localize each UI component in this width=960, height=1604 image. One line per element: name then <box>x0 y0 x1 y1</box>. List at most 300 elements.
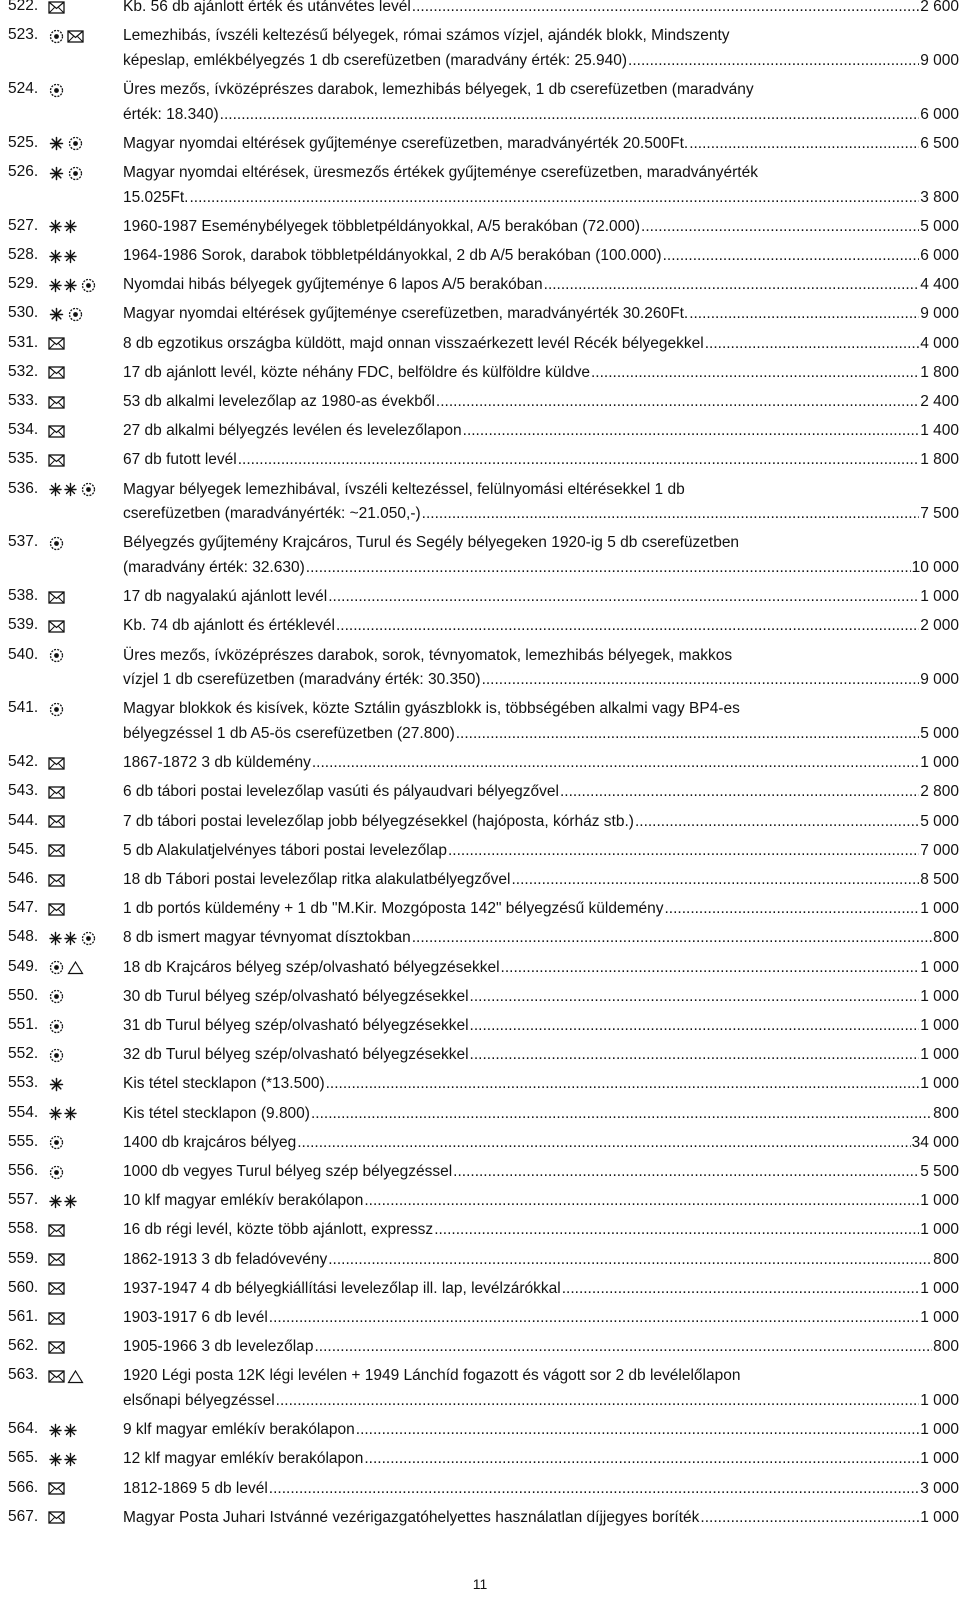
lot-icons <box>48 248 78 264</box>
lot-price: 7 000 <box>920 841 959 859</box>
envelope-icon <box>48 590 65 605</box>
lot-price: 1 000 <box>920 1017 959 1034</box>
lot-description <box>123 161 959 210</box>
lot-price: 5 000 <box>920 724 959 742</box>
description-leader-line <box>123 1418 959 1443</box>
lot-number: 538. <box>8 587 39 605</box>
description-line: Magyar nyomdai eltérések, üresmezős értékek gyűjteménye cserefüzetben, maradványérték <box>123 164 758 181</box>
description-leader-line <box>123 302 959 327</box>
description-leader-line <box>123 1248 959 1273</box>
lot-icons <box>48 423 65 439</box>
dot-leader <box>448 839 919 864</box>
description-leader-line <box>123 103 959 128</box>
envelope-icon <box>48 619 65 634</box>
mnh-stars-icon <box>48 931 78 946</box>
dot-leader <box>470 985 920 1010</box>
postmark-icon <box>48 960 65 975</box>
lot-price: 4 400 <box>920 276 959 294</box>
page-number: 11 <box>472 1576 488 1592</box>
description-text: 17 db ajánlott levél, közte néhány FDC, belföldre és külföldre küldve <box>123 363 590 381</box>
lot-price: 800 <box>933 1104 959 1122</box>
lot-icons <box>48 930 97 946</box>
dot-leader <box>453 1160 919 1185</box>
lot-number: 543. <box>8 782 39 800</box>
dot-leader <box>591 361 919 386</box>
envelope-icon <box>67 29 84 44</box>
lot-price: 1 000 <box>920 1046 959 1064</box>
postmark-icon <box>48 1019 65 1034</box>
lot-description <box>123 1248 959 1273</box>
lot-price: 1 000 <box>920 754 959 772</box>
description-leader-line <box>123 722 959 747</box>
lot-number: 548. <box>8 928 39 946</box>
lot-number: 547. <box>8 899 39 917</box>
lot-description <box>123 24 959 73</box>
lot-icons <box>48 394 65 410</box>
lot-icons <box>48 1422 78 1438</box>
lot-number: 546. <box>8 870 39 887</box>
lot-price: 1 800 <box>920 363 959 381</box>
dot-leader <box>190 186 920 211</box>
lot-price: 10 000 <box>911 558 959 576</box>
lot-price: 1 000 <box>920 900 959 918</box>
dot-leader <box>511 868 919 893</box>
postmark-icon <box>48 83 65 98</box>
lot-number: 531. <box>8 333 39 351</box>
postmark-icon <box>48 1048 65 1063</box>
description-text: 16 db régi levél, közte több ajánlott, expressz <box>123 1221 434 1239</box>
description-leader-line <box>123 1335 959 1360</box>
lot-description <box>123 1043 959 1068</box>
description-leader-line <box>123 1189 959 1214</box>
description-text: 1937-1947 4 db bélyegkiállítási levelezőlap ill. lap, levélzárókkal <box>123 1279 561 1297</box>
lot-description <box>123 1131 959 1156</box>
description-leader-line <box>123 751 959 776</box>
description-leader-line <box>123 1277 959 1302</box>
dot-leader <box>314 1335 932 1360</box>
lot-description <box>123 1277 959 1302</box>
dot-leader <box>689 302 919 327</box>
lot-price: 1 000 <box>920 1391 959 1409</box>
lot-number: 544. <box>8 811 39 829</box>
description-leader-line <box>123 956 959 981</box>
envelope-icon <box>48 1311 65 1326</box>
dot-leader <box>436 390 919 415</box>
lot-price: 1 400 <box>920 422 959 440</box>
lot-description <box>123 302 959 327</box>
lot-description <box>123 839 959 864</box>
lot-icons <box>48 482 97 498</box>
description-line: Magyar blokkok és kisívek, közte Sztálin gyászblokk is, többségében alkalmi vagy BP4-es <box>123 700 740 718</box>
lot-description <box>123 332 959 357</box>
description-text: 1000 db vegyes Turul bélyeg szép bélyegzéssel <box>123 1163 453 1180</box>
lot-number: 557. <box>8 1191 39 1209</box>
mint-star-icon <box>48 1077 65 1092</box>
lot-price: 8 500 <box>920 871 959 888</box>
description-text: 9 klf magyar emlékív berakólapon <box>123 1421 355 1439</box>
dot-leader <box>663 244 920 269</box>
description-leader-line <box>123 215 959 240</box>
envelope-icon <box>48 1281 65 1296</box>
description-text: 15.025Ft. <box>123 188 189 206</box>
mint-star-icon <box>48 166 65 181</box>
lot-description <box>123 810 959 835</box>
lot-number: 527. <box>8 216 39 234</box>
description-text: Kb. 56 db ajánlott érték és utánvétes levél <box>123 0 411 15</box>
lot-number: 532. <box>8 362 39 380</box>
lot-number: 523. <box>8 26 39 44</box>
lot-icons <box>48 1281 65 1297</box>
lot-description <box>123 1506 959 1531</box>
lot-number: 566. <box>8 1478 39 1496</box>
dot-leader <box>664 897 919 922</box>
description-text: 1905-1966 3 db levelezőlap <box>123 1338 314 1356</box>
dot-leader <box>689 132 919 157</box>
lot-icons <box>48 1222 65 1238</box>
lot-icons <box>48 165 84 181</box>
lot-number: 567. <box>8 1507 39 1525</box>
description-leader-line <box>123 1014 959 1039</box>
lot-number: 561. <box>8 1308 39 1325</box>
lot-description <box>123 419 959 444</box>
dot-leader <box>412 0 919 20</box>
lot-description <box>123 751 959 776</box>
envelope-icon <box>48 902 65 917</box>
description-text: 53 db alkalmi levelezőlap az 1980-as évekből <box>123 393 435 410</box>
postmark-icon <box>67 136 84 151</box>
lot-number: 545. <box>8 840 39 858</box>
envelope-icon <box>48 814 65 829</box>
mint-star-icon <box>48 307 65 322</box>
description-text: 1964-1986 Sorok, darabok többletpéldányokkal, 2 db A/5 berakóban (100.000) <box>123 247 662 264</box>
lot-icons <box>48 1481 65 1497</box>
mnh-stars-icon <box>48 1194 78 1209</box>
lot-icons <box>48 365 65 381</box>
description-text: érték: 18.340) <box>123 105 219 123</box>
lot-icons <box>48 1047 65 1063</box>
lot-number: 535. <box>8 450 39 468</box>
lot-number: 553. <box>8 1074 39 1092</box>
description-leader-line <box>123 1306 959 1331</box>
dot-leader <box>328 585 919 610</box>
lot-description <box>123 273 959 298</box>
description-line: Bélyegzés gyűjtemény Krajcáros, Turul és Segély bélyegeken 1920-ig 5 db cserefüzetben <box>123 534 740 552</box>
dot-leader <box>336 614 919 639</box>
description-text: 67 db futott levél <box>123 451 237 469</box>
lot-description <box>123 390 959 415</box>
lot-description <box>123 1189 959 1214</box>
lot-price: 1 000 <box>920 1309 959 1326</box>
lot-number: 554. <box>8 1103 39 1121</box>
envelope-icon <box>48 395 65 410</box>
mnh-stars-icon <box>48 219 78 234</box>
lot-icons <box>48 219 78 235</box>
dot-leader <box>364 1447 919 1472</box>
description-text: bélyegzéssel 1 db A5-ös cserefüzetben (27.800) <box>123 724 455 742</box>
description-leader-line <box>123 448 959 473</box>
lot-price: 7 500 <box>920 505 959 523</box>
description-leader-line <box>123 926 959 951</box>
description-leader-line <box>123 502 959 527</box>
lot-number: 524. <box>8 80 39 97</box>
description-text: Magyar nyomdai eltérések gyűjteménye cserefüzetben, maradványérték 30.260Ft. <box>123 305 689 323</box>
lot-icons <box>48 701 65 717</box>
postmark-icon <box>48 29 65 44</box>
dot-leader <box>470 1014 920 1039</box>
lot-number: 540. <box>8 645 39 663</box>
lot-icons <box>48 843 65 859</box>
postmark-icon <box>48 1165 65 1180</box>
dot-leader <box>412 926 932 951</box>
lot-number: 537. <box>8 533 39 551</box>
description-leader-line <box>123 810 959 835</box>
description-text: vízjel 1 db cserefüzetben (maradvány érték: 30.350) <box>123 671 481 689</box>
triangle-icon <box>67 960 84 975</box>
lot-description <box>123 1102 959 1127</box>
description-leader-line <box>123 668 959 693</box>
envelope-icon <box>48 1223 65 1238</box>
lot-description <box>123 244 959 269</box>
description-leader-line <box>123 1506 959 1531</box>
description-text: 31 db Turul bélyeg szép/olvasható bélyegzésekkel <box>123 1017 469 1034</box>
envelope-icon <box>48 1369 65 1384</box>
postmark-icon <box>80 278 97 293</box>
lot-icons <box>48 784 65 800</box>
lot-price: 800 <box>933 929 959 947</box>
lot-price: 800 <box>933 1338 959 1356</box>
lot-number: 552. <box>8 1045 39 1063</box>
lot-icons <box>48 1368 84 1384</box>
lot-description <box>123 868 959 893</box>
lot-description <box>123 697 959 746</box>
envelope-icon <box>48 1252 65 1267</box>
dot-leader <box>269 1306 919 1331</box>
envelope-icon <box>48 843 65 858</box>
description-leader-line <box>123 49 959 74</box>
description-text: 7 db tábori postai levelezőlap jobb bélyegzésekkel (hajóposta, kórház stb.) <box>123 812 634 830</box>
lot-icons <box>48 618 65 634</box>
lot-number: 522. <box>8 0 39 14</box>
lot-price: 6 500 <box>920 134 959 152</box>
description-line: 1920 Légi posta 12K légi levélen + 1949 Lánchíd fogazott és vágott sor 2 db levélelőlapon <box>123 1367 741 1385</box>
mnh-stars-icon <box>48 482 78 497</box>
description-leader-line <box>123 0 959 20</box>
lot-description <box>123 780 959 805</box>
dot-leader <box>562 1277 919 1302</box>
lot-icons <box>48 452 65 468</box>
lot-icons <box>48 960 84 976</box>
description-leader-line <box>123 1477 959 1502</box>
lot-price: 1 000 <box>920 588 959 606</box>
lot-description <box>123 1072 959 1097</box>
dot-leader <box>635 810 919 835</box>
lot-icons <box>48 755 65 771</box>
mnh-stars-icon <box>48 249 78 264</box>
lot-price: 2 000 <box>920 617 959 635</box>
postmark-icon <box>48 1135 65 1150</box>
lot-description <box>123 361 959 386</box>
lot-description <box>123 985 959 1010</box>
description-line: Üres mezős, ívközéprészes darabok, sorok, tévnyomatok, lemezhibás bélyegek, makkos <box>123 646 733 664</box>
lot-description <box>123 585 959 610</box>
lot-icons <box>48 1339 65 1355</box>
description-text: 6 db tábori postai levelezőlap vasúti és pályaudvari bélyegzővel <box>123 783 559 801</box>
lot-price: 3 800 <box>920 188 959 206</box>
lot-number: 525. <box>8 133 39 151</box>
lot-price: 1 000 <box>920 958 959 976</box>
lot-number: 549. <box>8 957 39 975</box>
lot-price: 1 000 <box>920 987 959 1005</box>
lot-description <box>123 478 959 527</box>
envelope-icon <box>48 336 65 351</box>
dot-leader <box>297 1131 910 1156</box>
lot-icons <box>48 277 97 293</box>
lot-number: 529. <box>8 275 39 293</box>
lot-price: 1 000 <box>920 1075 959 1093</box>
lot-icons <box>48 1106 78 1122</box>
lot-description <box>123 1160 959 1185</box>
dot-leader <box>434 1218 919 1243</box>
dot-leader <box>456 722 919 747</box>
postmark-icon <box>48 989 65 1004</box>
mint-star-icon <box>48 136 65 151</box>
lot-icons <box>48 1193 78 1209</box>
lot-icons <box>48 1451 78 1467</box>
lot-number: 558. <box>8 1220 39 1238</box>
description-text: 18 db Krajcáros bélyeg szép/olvasható bélyegzésekkel <box>123 958 500 976</box>
lot-number: 559. <box>8 1249 39 1267</box>
dot-leader <box>326 1072 920 1097</box>
lot-price: 5 500 <box>920 1163 959 1180</box>
lot-description <box>123 926 959 951</box>
lot-number: 533. <box>8 392 39 409</box>
lot-icons <box>48 872 65 888</box>
dot-leader <box>463 419 920 444</box>
description-text: 30 db Turul bélyeg szép/olvasható bélyegzésekkel <box>123 987 469 1005</box>
lot-description <box>123 132 959 157</box>
lot-price: 1 000 <box>920 1221 959 1239</box>
lot-number: 565. <box>8 1449 39 1467</box>
envelope-icon <box>48 873 65 888</box>
description-leader-line <box>123 132 959 157</box>
description-leader-line <box>123 244 959 269</box>
lot-price: 1 000 <box>920 1279 959 1297</box>
description-text: 18 db Tábori postai levelezőlap ritka alakulatbélyegzővel <box>123 871 511 888</box>
lot-description <box>123 1218 959 1243</box>
description-leader-line <box>123 1131 959 1156</box>
lot-price: 1 000 <box>920 1192 959 1210</box>
lot-number: 534. <box>8 421 39 439</box>
lot-number: 555. <box>8 1132 39 1150</box>
lot-icons <box>48 648 65 664</box>
description-text: 1 db portós küldemény + 1 db "M.Kir. Mozgóposta 142" bélyegzésű küldemény <box>123 900 664 918</box>
description-leader-line <box>123 780 959 805</box>
lot-price: 1 000 <box>920 1508 959 1526</box>
lot-price: 6 000 <box>920 247 959 264</box>
lot-icons <box>48 0 65 15</box>
lot-description <box>123 1364 959 1413</box>
dot-leader <box>269 1477 919 1502</box>
lot-number: 550. <box>8 986 39 1004</box>
lot-price: 6 000 <box>920 105 959 123</box>
description-leader-line <box>123 1102 959 1127</box>
description-text: 1812-1869 5 db levél <box>123 1479 268 1497</box>
lot-price: 9 000 <box>920 305 959 323</box>
envelope-icon <box>48 1510 65 1525</box>
lot-description <box>123 448 959 473</box>
dot-leader <box>482 668 920 693</box>
lot-icons <box>48 82 65 98</box>
dot-leader <box>700 1506 919 1531</box>
lot-price: 1 000 <box>920 1450 959 1468</box>
lot-number: 528. <box>8 246 39 263</box>
dot-leader <box>364 1189 919 1214</box>
lot-icons <box>48 336 65 352</box>
dot-leader <box>312 751 919 776</box>
lot-number: 526. <box>8 163 39 180</box>
description-text: Kis tétel stecklapon (*13.500) <box>123 1075 325 1093</box>
lot-icons <box>48 989 65 1005</box>
postmark-icon <box>48 702 65 717</box>
postmark-icon <box>48 648 65 663</box>
lot-icons <box>48 814 65 830</box>
envelope-icon <box>48 1340 65 1355</box>
description-leader-line <box>123 390 959 415</box>
lot-description <box>123 644 959 693</box>
lot-price: 9 000 <box>920 51 959 69</box>
dot-leader <box>220 103 920 128</box>
lot-number: 530. <box>8 304 39 322</box>
mnh-stars-icon <box>48 1106 78 1121</box>
lot-number: 539. <box>8 616 39 634</box>
lot-description <box>123 897 959 922</box>
dot-leader <box>560 780 919 805</box>
lot-price: 2 800 <box>920 783 959 801</box>
envelope-icon <box>48 1481 65 1496</box>
lot-number: 560. <box>8 1278 39 1296</box>
lot-description <box>123 215 959 240</box>
lot-number: 542. <box>8 753 39 771</box>
description-leader-line <box>123 868 959 893</box>
description-leader-line <box>123 1072 959 1097</box>
description-text: Kb. 74 db ajánlott és értéklevél <box>123 617 335 635</box>
dot-leader <box>306 556 911 581</box>
lot-icons <box>48 1076 65 1092</box>
description-line: Üres mezős, ívközéprészes darabok, lemezhibás bélyegek, 1 db cserefüzetben (maradvány <box>123 81 754 98</box>
lot-description <box>123 956 959 981</box>
description-text: 10 klf magyar emlékív berakólapon <box>123 1192 364 1210</box>
lot-description <box>123 78 959 127</box>
lot-description <box>123 1477 959 1502</box>
lot-number: 551. <box>8 1016 39 1033</box>
lot-description <box>123 1418 959 1443</box>
lot-price: 1 000 <box>920 1421 959 1439</box>
description-text: 1862-1913 3 db feladóvevény <box>123 1250 328 1268</box>
lot-description <box>123 614 959 639</box>
description-text: 8 db ismert magyar tévnyomat dísztokban <box>123 929 411 947</box>
mnh-stars-icon <box>48 1423 78 1438</box>
envelope-icon <box>48 756 65 771</box>
dot-leader <box>470 1043 920 1068</box>
description-leader-line <box>123 419 959 444</box>
envelope-icon <box>48 0 65 15</box>
description-leader-line <box>123 186 959 211</box>
description-text: cserefüzetben (maradványérték: ~21.050,-) <box>123 505 421 523</box>
description-text: Magyar nyomdai eltérések gyűjteménye cserefüzetben, maradványérték 20.500Ft. <box>123 134 689 152</box>
lot-price: 9 000 <box>920 671 959 689</box>
postmark-icon <box>67 307 84 322</box>
lot-icons <box>48 306 84 322</box>
